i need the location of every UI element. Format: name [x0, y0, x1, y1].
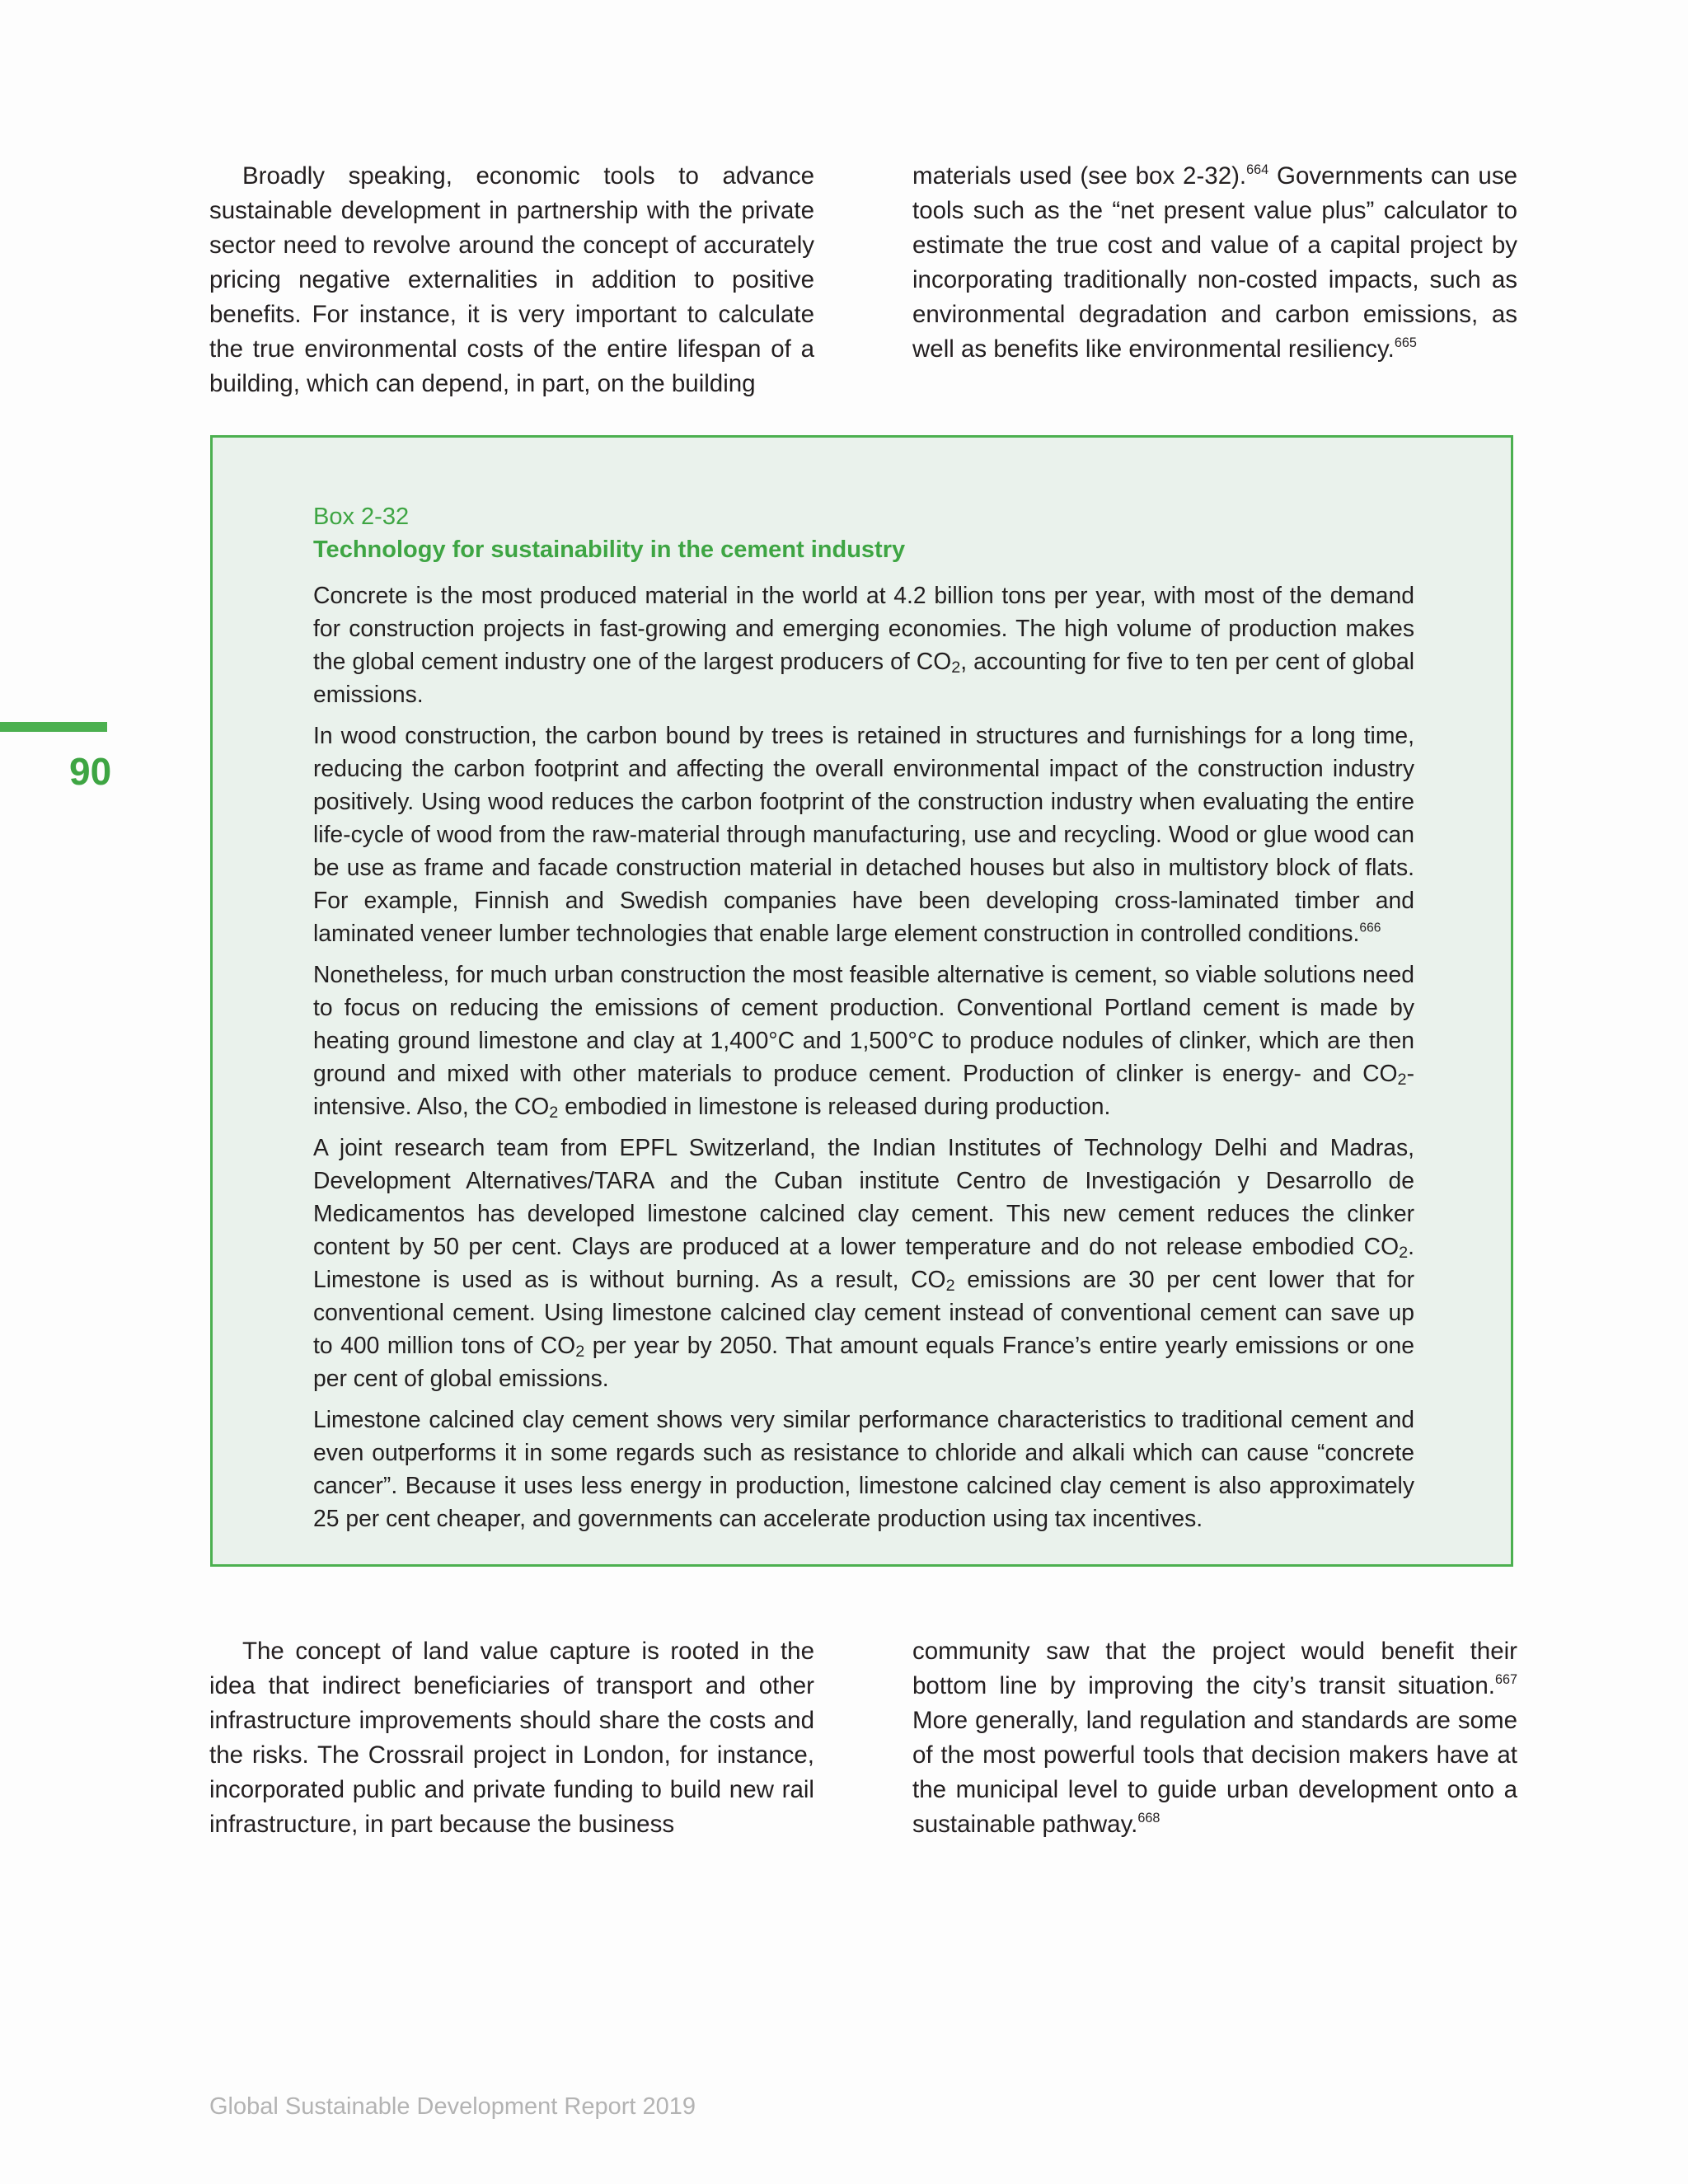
co2-subscript: 2 — [1399, 1243, 1409, 1262]
text-run: materials used (see box 2-32). — [912, 162, 1247, 190]
footnote-ref-666[interactable]: 666 — [1359, 921, 1381, 935]
co2-text: CO — [1363, 1233, 1400, 1259]
bottom-left-paragraph: The concept of land value capture is rooted in the idea that indirect beneficiaries of transport and other infrastructure improvements should share the costs and the risks. The Crossrail project in London, for instance, incorporated public and private funding to build new rail infrastructure, in part because the business — [209, 1638, 814, 1838]
text-run: Nonetheless, for much urban construction the most feasible alternative is cement, so viable solutions need to focus on reducing the emissions of cement production. Conventional Portland cement is made by heating ground limestone and clay at 1,400°C and 1,500°C to produce nodules of clinker, which are then ground and mixed with other materials to produce cement. Production of clinker is energy- and — [313, 961, 1414, 1086]
page-margin-bar — [0, 722, 107, 732]
box-body — [313, 579, 1414, 1535]
page-number: 90 — [69, 750, 112, 793]
footnote-ref-668[interactable]: 668 — [1137, 1810, 1160, 1825]
text-run: per year by 2050. That amount equals France’s entire yearly emissions or one per cent of global emissions. — [313, 1332, 1415, 1391]
co2-text: CO — [1362, 1060, 1398, 1086]
co2-text: CO — [916, 648, 952, 674]
footnote-ref-665[interactable]: 665 — [1394, 335, 1417, 350]
co2-text: CO — [513, 1093, 550, 1119]
footnote-ref-664[interactable]: 664 — [1246, 162, 1269, 177]
text-run: embodied in limestone is released during production. — [558, 1093, 1111, 1119]
box-paragraph-2 — [313, 719, 1414, 949]
text-run: -intensive. Also, the — [313, 1060, 1414, 1119]
box-paragraph-3 — [313, 958, 1414, 1122]
text-run: , accounting for five to ten per cent of global emissions. — [313, 648, 1414, 707]
top-left-column — [209, 159, 814, 401]
co2-subscript: 2 — [945, 1276, 955, 1295]
top-left-paragraph: Broadly speaking, economic tools to advance sustainable development in partnership with the private sector need to revolve around the concept of accurately pricing negative externalities in addition to positive benefits. For instance, it is very important to calculate the true environmental costs of the entire lifespan of a building, which can depend, in part, on the building — [209, 162, 814, 397]
top-right-paragraph — [912, 159, 1517, 367]
text-run: In wood construction, the carbon bound by trees is retained in structures and furnishings for a long time, reducing the carbon footprint and affecting the overall environmental impact of the construction industry positively. Using wood reduces the carbon footprint of the construction industry when evaluating the entire life-cycle of wood from the raw-material through manufacturing, use and recycling. Wood or glue wood can be use as frame and facade construction material in detached houses but also in multistory block of flats. For example, Finnish and Swedish companies have been developing cross-laminated timber and laminated veneer lumber technologies that enable large element construction in controlled conditions. — [313, 722, 1414, 946]
co2-subscript: 2 — [951, 658, 961, 677]
text-run: More generally, land regulation and standards are some of the most powerful tools that decision makers have at the municipal level to guide urban development onto a sustainable pathway. — [912, 1707, 1517, 1838]
box-2-32 — [210, 435, 1513, 1567]
footnote-ref-667[interactable]: 667 — [1494, 1671, 1517, 1687]
co2-text: CO — [540, 1332, 576, 1358]
text-run: community saw that the project would benefit their bottom line by improving the city’s transit situation. — [912, 1638, 1517, 1699]
co2-subscript: 2 — [575, 1342, 585, 1361]
bottom-right-column — [912, 1634, 1517, 1842]
text-run: A joint research team from EPFL Switzerland, the Indian Institutes of Technology Delhi and Madras, Development Alternatives/TARA and the Cuban institute Centro de Investigación y Desarrollo de Medicamentos has developed limestone calcined clay cement. This new cement reduces the clinker content by 50 per cent. Clays are produced at a lower temperature and do not release embodied — [313, 1134, 1414, 1259]
box-paragraph-1 — [313, 579, 1414, 710]
box-content — [313, 500, 1414, 1543]
bottom-right-paragraph — [912, 1634, 1517, 1842]
box-title: Technology for sustainability in the cement industry — [313, 537, 906, 563]
co2-subscript: 2 — [549, 1103, 559, 1122]
bottom-left-column — [209, 1634, 814, 1842]
box-number: Box 2-32 — [313, 504, 410, 530]
page-footer: Global Sustainable Development Report 2019 — [209, 2093, 696, 2120]
text-run: . Limestone is used as is without burning. As a result, — [313, 1233, 1414, 1292]
box-paragraph-4 — [313, 1131, 1414, 1394]
top-right-column — [912, 159, 1517, 367]
text-run: Governments can use tools such as the “net present value plus” calculator to estimate the true cost and value of a capital project by incorporating traditionally non-costed impacts, such as environmental degradation and carbon emissions, as well as benefits like environmental resiliency. — [912, 162, 1517, 363]
co2-subscript: 2 — [1397, 1070, 1407, 1089]
text-run: emissions are 30 per cent lower that for conventional cement. Using limestone calcined clay cement instead of conventional cement can save up to 400 million tons of — [313, 1266, 1414, 1358]
text-run: Concrete is the most produced material in the world at 4.2 billion tons per year, with most of the demand for construction projects in fast-growing and emerging economies. The high volume of production makes the global cement industry one of the largest producers of — [313, 582, 1414, 674]
box-paragraph-5: Limestone calcined clay cement shows very similar performance characteristics to traditional cement and even outperforms it in some regards such as resistance to chloride and alkali which can cause “concrete cancer”. Because it uses less energy in production, limestone calcined clay cement is also approximately 25 per cent cheaper, and governments can accelerate production using tax incentives. — [313, 1406, 1414, 1531]
co2-text: CO — [911, 1266, 946, 1292]
